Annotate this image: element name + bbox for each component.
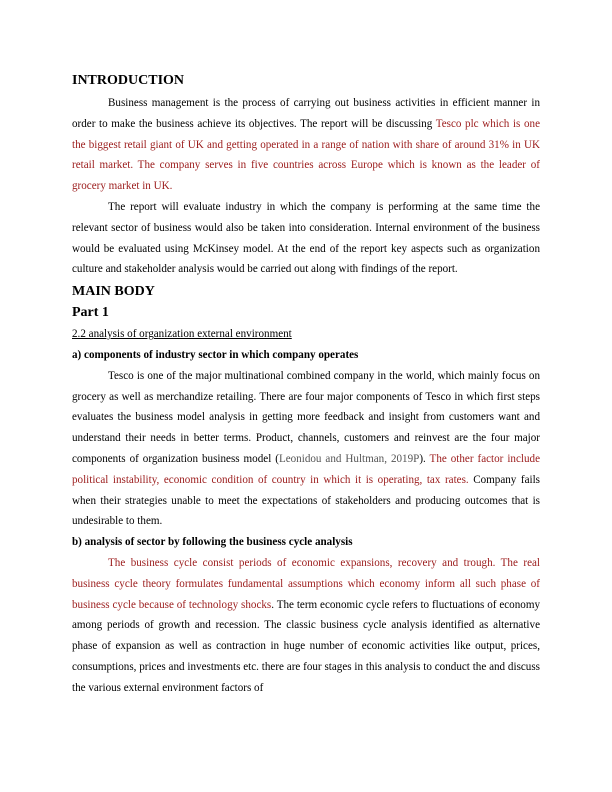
- part-heading: Part 1: [72, 305, 109, 321]
- section-b-heading: b) analysis of sector by following the business cycle analysis: [72, 536, 353, 549]
- section-a-text-2: ).: [419, 452, 430, 465]
- subsection-title-text: 2.2 analysis of organization external environment: [72, 328, 292, 341]
- section-a-paragraph: [72, 366, 540, 532]
- section-a-text-1: Tesco is one of the major multinational combined company in the world, which mainly focus on grocery as well as merchandize retailing. There are four major components of Tesco in which first steps evaluates the business model analysis in getting more feedback and insight from customers want and understand their needs in better terms. Product, channels, customers and reinvest are the four major components of organization business model (: [72, 369, 540, 465]
- main-body-heading: MAIN BODY: [72, 284, 155, 300]
- section-a-highlight: The other factor include political instability, economic condition of country in which it is operating, tax rates.: [72, 452, 540, 486]
- section-b-text: . The term economic cycle refers to fluctuations of economy among periods of growth and recession. The classic business cycle analysis identified as alternative phase of expansion as well as contraction in huge number of economic activities like output, prices, consumptions, prices and investments etc. there are four stages in this analysis to conduct the and discuss the various external environment factors of: [72, 598, 540, 694]
- section-a-heading: a) components of industry sector in which company operates: [72, 348, 359, 361]
- subsection-title: [72, 324, 540, 345]
- section-a-text-3: Company fails when their strategies unable to meet the expectations of stakeholders and producing outcomes that is undesirable to them.: [72, 473, 540, 528]
- section-b-paragraph: [72, 553, 540, 699]
- section-a-citation: Leonidou and Hultman, 2019P: [278, 452, 420, 465]
- intro-paragraph-1: [72, 93, 540, 197]
- intro-paragraph-2: The report will evaluate industry in which the company is performing at the same time the relevant sector of business would also be taken into consideration. Internal environment of the business would be evaluated using McKinsey model. At the end of the report key aspects such as organization culture and stakeholder analysis would be carried out along with findings of the report.: [72, 200, 540, 276]
- section-b-highlight: The business cycle consist periods of economic expansions, recovery and trough. The real business cycle theory formulates fundamental assumptions which economy inform all such phase of business cycle because of technology shocks: [72, 556, 540, 611]
- intro-p1-highlight: Tesco plc which is one the biggest retail giant of UK and getting operated in a range of nation with share of around 31% in UK retail market. The company serves in five countries across Europe which is known as the leader of grocery market in UK.: [72, 117, 540, 193]
- intro-p1-text: Business management is the process of carrying out business activities in efficient manner in order to make the business achieve its objectives. The report will be discussing: [72, 97, 540, 130]
- introduction-heading: INTRODUCTION: [72, 73, 185, 88]
